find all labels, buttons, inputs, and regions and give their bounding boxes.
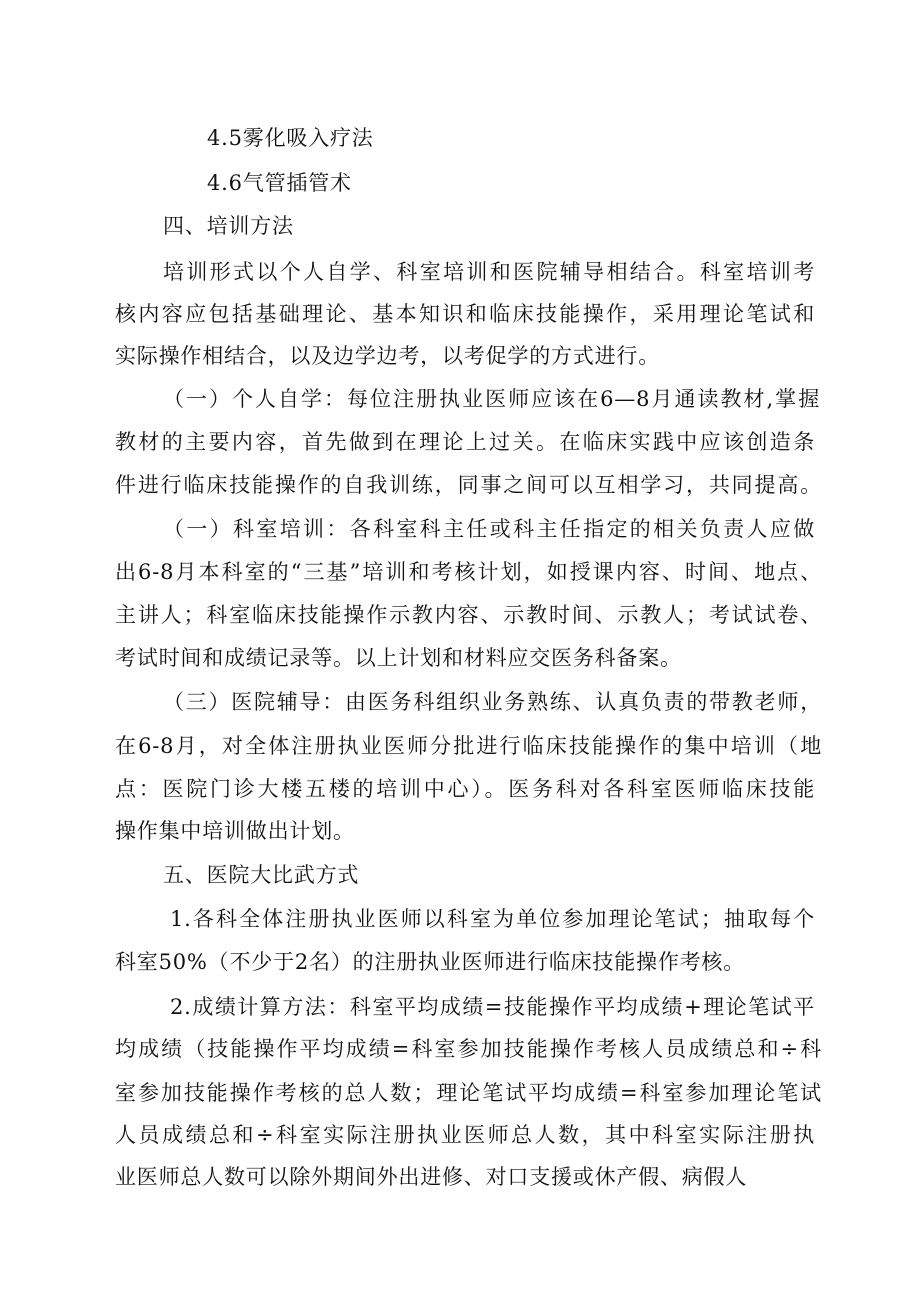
- competition-line-1: 1.各科全体注册执业医师以科室为单位参加理论笔试；抽取每个: [170, 907, 815, 931]
- list-item-4-5: 4.5雾化吸入疗法: [207, 126, 374, 150]
- dept-training-line-1: （一）科室培训：各科室科主任或科主任指定的相关负责人应做: [163, 517, 815, 541]
- competition-line-2: 科室50%（不少于2名）的注册执业医师进行临床技能操作考核。: [115, 950, 746, 974]
- score-method-line-5: 业医师总人数可以除外期间外出进修、对口支援或休产假、病假人: [115, 1165, 748, 1189]
- dept-training-line-4: 考试时间和成绩记录等。以上计划和材料应交医务科备案。: [115, 646, 682, 670]
- section-4-heading: 四、培训方法: [163, 214, 294, 238]
- list-item-4-6: 4.6气管插管术: [207, 171, 352, 195]
- dept-training-line-3: 主讲人；科室临床技能操作示教内容、示教时间、示教人；考试试卷、: [115, 603, 822, 627]
- score-method-line-2: 均成绩（技能操作平均成绩=科室参加技能操作考核人员成绩总和÷科: [115, 1037, 822, 1061]
- section-5-heading: 五、医院大比武方式: [163, 863, 360, 887]
- personal-study-line-3: 件进行临床技能操作的自我训练，同事之间可以互相学习，共同提高。: [115, 473, 822, 497]
- section-4-intro-line-1: 培训形式以个人自学、科室培训和医院辅导相结合。科室培训考: [163, 260, 815, 284]
- dept-training-line-2: 出6-8月本科室的“三基”培训和考核计划，如授课内容、时间、地点、: [115, 560, 822, 584]
- hospital-guidance-line-2: 在6-8月，对全体注册执业医师分批进行临床技能操作的集中培训（地: [115, 734, 822, 758]
- hospital-guidance-line-1: （三）医院辅导：由医务科组织业务熟练、认真负责的带教老师，: [163, 690, 822, 714]
- score-method-line-1: 2.成绩计算方法：科室平均成绩=技能操作平均成绩+理论笔试平: [170, 995, 815, 1019]
- score-method-line-4: 人员成绩总和÷科室实际注册执业医师总人数，其中科室实际注册执: [115, 1123, 815, 1147]
- personal-study-line-2: 教材的主要内容，首先做到在理论上过关。在临床实践中应该创造条: [115, 430, 815, 454]
- hospital-guidance-line-3: 点：医院门诊大楼五楼的培训中心）。医务科对各科室医师临床技能: [115, 777, 815, 801]
- hospital-guidance-line-4: 操作集中培训做出计划。: [115, 819, 355, 843]
- section-4-intro-line-3: 实际操作相结合，以及边学边考，以考促学的方式进行。: [115, 344, 660, 368]
- score-method-line-3: 室参加技能操作考核的总人数；理论笔试平均成绩=科室参加理论笔试: [115, 1081, 822, 1105]
- section-4-intro-line-2: 核内容应包括基础理论、基本知识和临床技能操作，采用理论笔试和: [115, 302, 815, 326]
- personal-study-line-1: （一）个人自学：每位注册执业医师应该在6—8月通读教材,掌握: [163, 387, 820, 411]
